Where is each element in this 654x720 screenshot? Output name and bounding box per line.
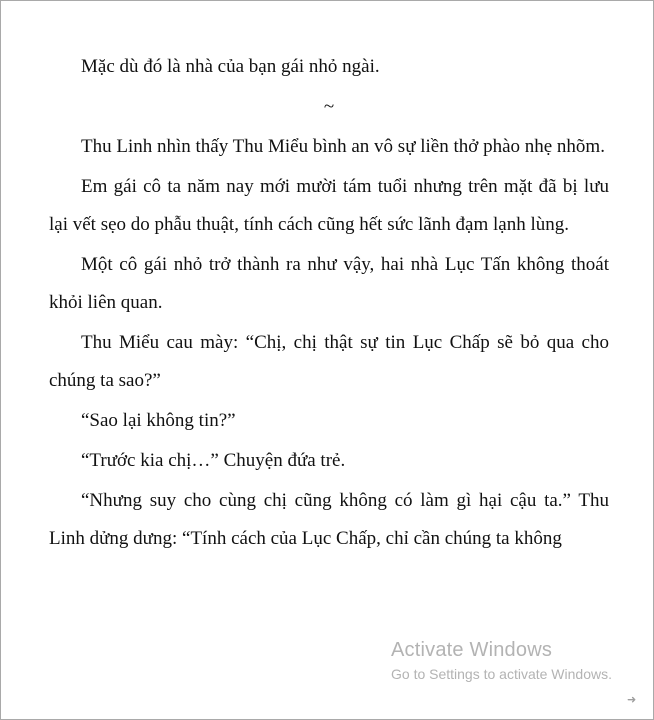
paragraph-3: Em gái cô ta năm nay mới mười tám tuổi nhưng trên mặt đã bị lưu lại vết sẹo do phẫu thuật, tính cách cũng hết sức lãnh đạm lạnh lùng. [49, 176, 609, 235]
section-separator: ~ [323, 96, 335, 117]
paragraph-5: Thu Miểu cau mày: “Chị, chị thật sự tin Lục Chấp sẽ bỏ qua cho chúng ta sao?” [49, 332, 609, 391]
windows-activation-watermark [391, 637, 612, 684]
paragraph-7: “Trước kia chị…” Chuyện đứa trẻ. [81, 450, 346, 471]
arrow-icon: ➜ [627, 693, 637, 706]
paragraph-8: “Nhưng suy cho cùng chị cũng không có làm gì hại cậu ta.” Thu Linh dửng dưng: “Tính cách của Lục Chấp, chỉ cần chúng ta không [49, 490, 609, 549]
document-body [49, 48, 609, 560]
paragraph-4: Một cô gái nhỏ trở thành ra như vậy, hai nhà Lục Tấn không thoát khỏi liên quan. [49, 254, 609, 313]
paragraph-6: “Sao lại không tin?” [81, 410, 236, 431]
activation-title: Activate Windows [391, 639, 553, 661]
paragraph-2: Thu Linh nhìn thấy Thu Miểu bình an vô sự liền thở phào nhẹ nhõm. [81, 136, 605, 157]
paragraph-1: Mặc dù đó là nhà của bạn gái nhỏ ngài. [81, 56, 380, 77]
activation-subtitle: Go to Settings to activate Windows. [391, 666, 612, 682]
